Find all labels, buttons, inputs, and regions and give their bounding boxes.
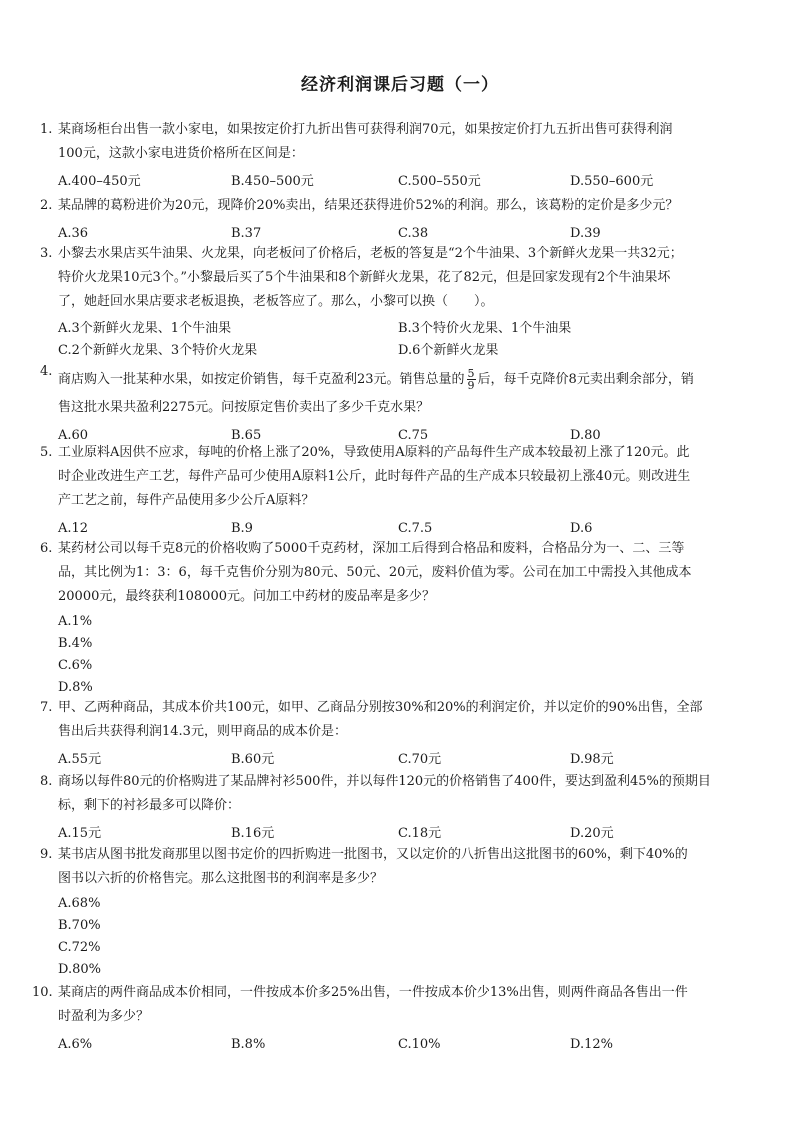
question-2 <box>40 194 745 246</box>
question-number: 1. <box>40 122 53 137</box>
option-a: A.68% <box>58 896 101 911</box>
option-d: D.550–600元 <box>570 174 654 189</box>
option-a: A.3个新鲜火龙果、1个牛油果 <box>58 321 232 336</box>
question-number: 8. <box>40 774 53 789</box>
question-number: 9. <box>40 847 53 862</box>
option-a: A.1% <box>58 614 93 629</box>
option-b: B.450–500元 <box>231 174 314 189</box>
option-d: D.39 <box>570 226 601 241</box>
option-a: A.12 <box>58 521 89 536</box>
fraction-numerator: 5 <box>467 367 475 380</box>
question-text: 售出后共获得利润14.3元，则甲商品的成本价是： <box>58 724 347 739</box>
question-text: 某商场柜台出售一款小家电，如果按定价打九折出售可获得利润70元，如果按定价打九五折出售可获得利润 <box>58 122 673 137</box>
question-text: 某书店从图书批发商那里以图书定价的四折购进一批图书，又以定价的八折售出这批图书的60%，剩下40%的 <box>58 847 688 862</box>
option-b: B.4% <box>58 636 93 651</box>
option-b: B.3个特价火龙果、1个牛油果 <box>398 321 572 336</box>
option-c: C.38 <box>398 226 429 241</box>
question-number: 7. <box>40 700 53 715</box>
option-b: B.70% <box>58 918 101 933</box>
option-a: A.15元 <box>58 826 102 841</box>
question-text: 商店购入一批某种水果，如按定价销售，每千克盈利23元。销售总量的 $\frac{5}{9}$ 后，每千克降价8元卖出剩余部分，销 <box>58 367 694 392</box>
question-text: 工业原料A因供不应求，每吨的价格上涨了20%，导致使用A原料的产品每件生产成本较最初上涨了120元。此 <box>58 445 690 460</box>
question-6 <box>40 537 745 699</box>
question-text: 小黎去水果店买牛油果、火龙果，向老板问了价格后，老板的答复是“2个牛油果、3个新鲜火龙果一共32元； <box>58 246 683 261</box>
option-a: A.36 <box>58 226 89 241</box>
option-d: D.98元 <box>570 752 614 767</box>
question-text: 甲、乙两种商品，其成本价共100元，如甲、乙商品分别按30%和20%的利润定价，并以定价的90%出售，全部 <box>58 700 703 715</box>
question-10 <box>32 981 745 1057</box>
option-c: C.75 <box>398 428 429 443</box>
option-d: D.80 <box>570 428 601 443</box>
question-text: 时企业改进生产工艺，每件产品可少使用A原料1公斤，此时每件产品的生产成本只较最初上涨40元。则改进生 <box>58 469 691 484</box>
question-number: 4. <box>40 364 53 379</box>
option-d: D.8% <box>58 680 93 695</box>
option-b: B.8% <box>231 1037 266 1052</box>
question-text: 图书以六折的价格售完。那么这批图书的利润率是多少？ <box>58 871 384 886</box>
question-text: 某药材公司以每千克8元的价格收购了5000千克药材，深加工后得到合格品和废料，合格品分为一、二、三等 <box>58 541 685 556</box>
question-text: 标，剩下的衬衫最多可以降价： <box>58 798 241 813</box>
option-c: C.10% <box>398 1037 441 1052</box>
question-number: 3. <box>40 246 53 261</box>
question-number: 5. <box>40 445 53 460</box>
question-text: 特价火龙果10元3个。”小黎最后买了5个牛油果和8个新鲜火龙果，花了82元，但是回家发现有2个牛油果坏 <box>58 270 671 285</box>
question-text: 品，其比例为1：3：6，每千克售价分别为80元、50元、20元，废料价值为零。公司在加工中需投入其他成本 <box>58 565 692 580</box>
question-text: 100元，这款小家电进货价格所在区间是： <box>58 146 304 161</box>
option-a: A.6% <box>58 1037 93 1052</box>
option-b: B.65 <box>231 428 262 443</box>
question-number: 6. <box>40 541 53 556</box>
option-c: C.70元 <box>398 752 442 767</box>
question-4 <box>40 364 745 448</box>
option-a: A.55元 <box>58 752 102 767</box>
option-d: D.80% <box>58 962 101 977</box>
question-1 <box>40 118 745 194</box>
question-9 <box>40 843 745 981</box>
question-5 <box>40 441 745 541</box>
question-text: 20000元，最终获利108000元。问加工中药材的废品率是多少？ <box>58 589 435 604</box>
question-text: 产工艺之前，每件产品使用多少公斤A原料？ <box>58 493 315 508</box>
fraction <box>467 368 476 391</box>
question-number: 10. <box>32 985 53 1000</box>
option-b: B.37 <box>231 226 262 241</box>
option-d: D.6 <box>570 521 593 536</box>
option-d: D.20元 <box>570 826 614 841</box>
question-text: 售这批水果共盈利2275元。问按原定售价卖出了多少千克水果？ <box>58 400 430 415</box>
option-c: C.500–550元 <box>398 174 481 189</box>
question-text: 某商店的两件商品成本价相同，一件按成本价多25%出售，一件按成本价少13%出售，则两件商品各售出一件 <box>58 985 688 1000</box>
option-c: C.18元 <box>398 826 442 841</box>
option-c: C.6% <box>58 658 93 673</box>
option-b: B.60元 <box>231 752 275 767</box>
page-title: 经济利润课后习题（一） <box>301 75 499 95</box>
fraction-denominator: 9 <box>467 379 475 392</box>
question-8 <box>40 770 745 846</box>
option-b: B.9 <box>231 521 253 536</box>
option-d: D.6个新鲜火龙果 <box>398 343 499 358</box>
option-a: A.60 <box>58 428 89 443</box>
option-c: C.2个新鲜火龙果、3个特价火龙果 <box>58 343 258 358</box>
option-c: C.72% <box>58 940 101 955</box>
question-3 <box>40 242 745 362</box>
question-7 <box>40 696 745 772</box>
question-text: 了，她赶回水果店要求老板退换，老板答应了。那么，小黎可以换（ ）。 <box>58 294 494 309</box>
option-a: A.400–450元 <box>58 174 141 189</box>
option-c: C.7.5 <box>398 521 433 536</box>
question-number: 2. <box>40 198 53 213</box>
option-b: B.16元 <box>231 826 275 841</box>
question-text: 时盈利为多少？ <box>58 1009 150 1024</box>
question-text: 商场以每件80元的价格购进了某品牌衬衫500件，并以每件120元的价格销售了400件，要达到盈利45%的预期目 <box>58 774 711 789</box>
option-d: D.12% <box>570 1037 613 1052</box>
question-text: 某品牌的葛粉进价为20元，现降价20%卖出，结果还获得进价52%的利润。那么，该葛粉的定价是多少元？ <box>58 198 679 213</box>
